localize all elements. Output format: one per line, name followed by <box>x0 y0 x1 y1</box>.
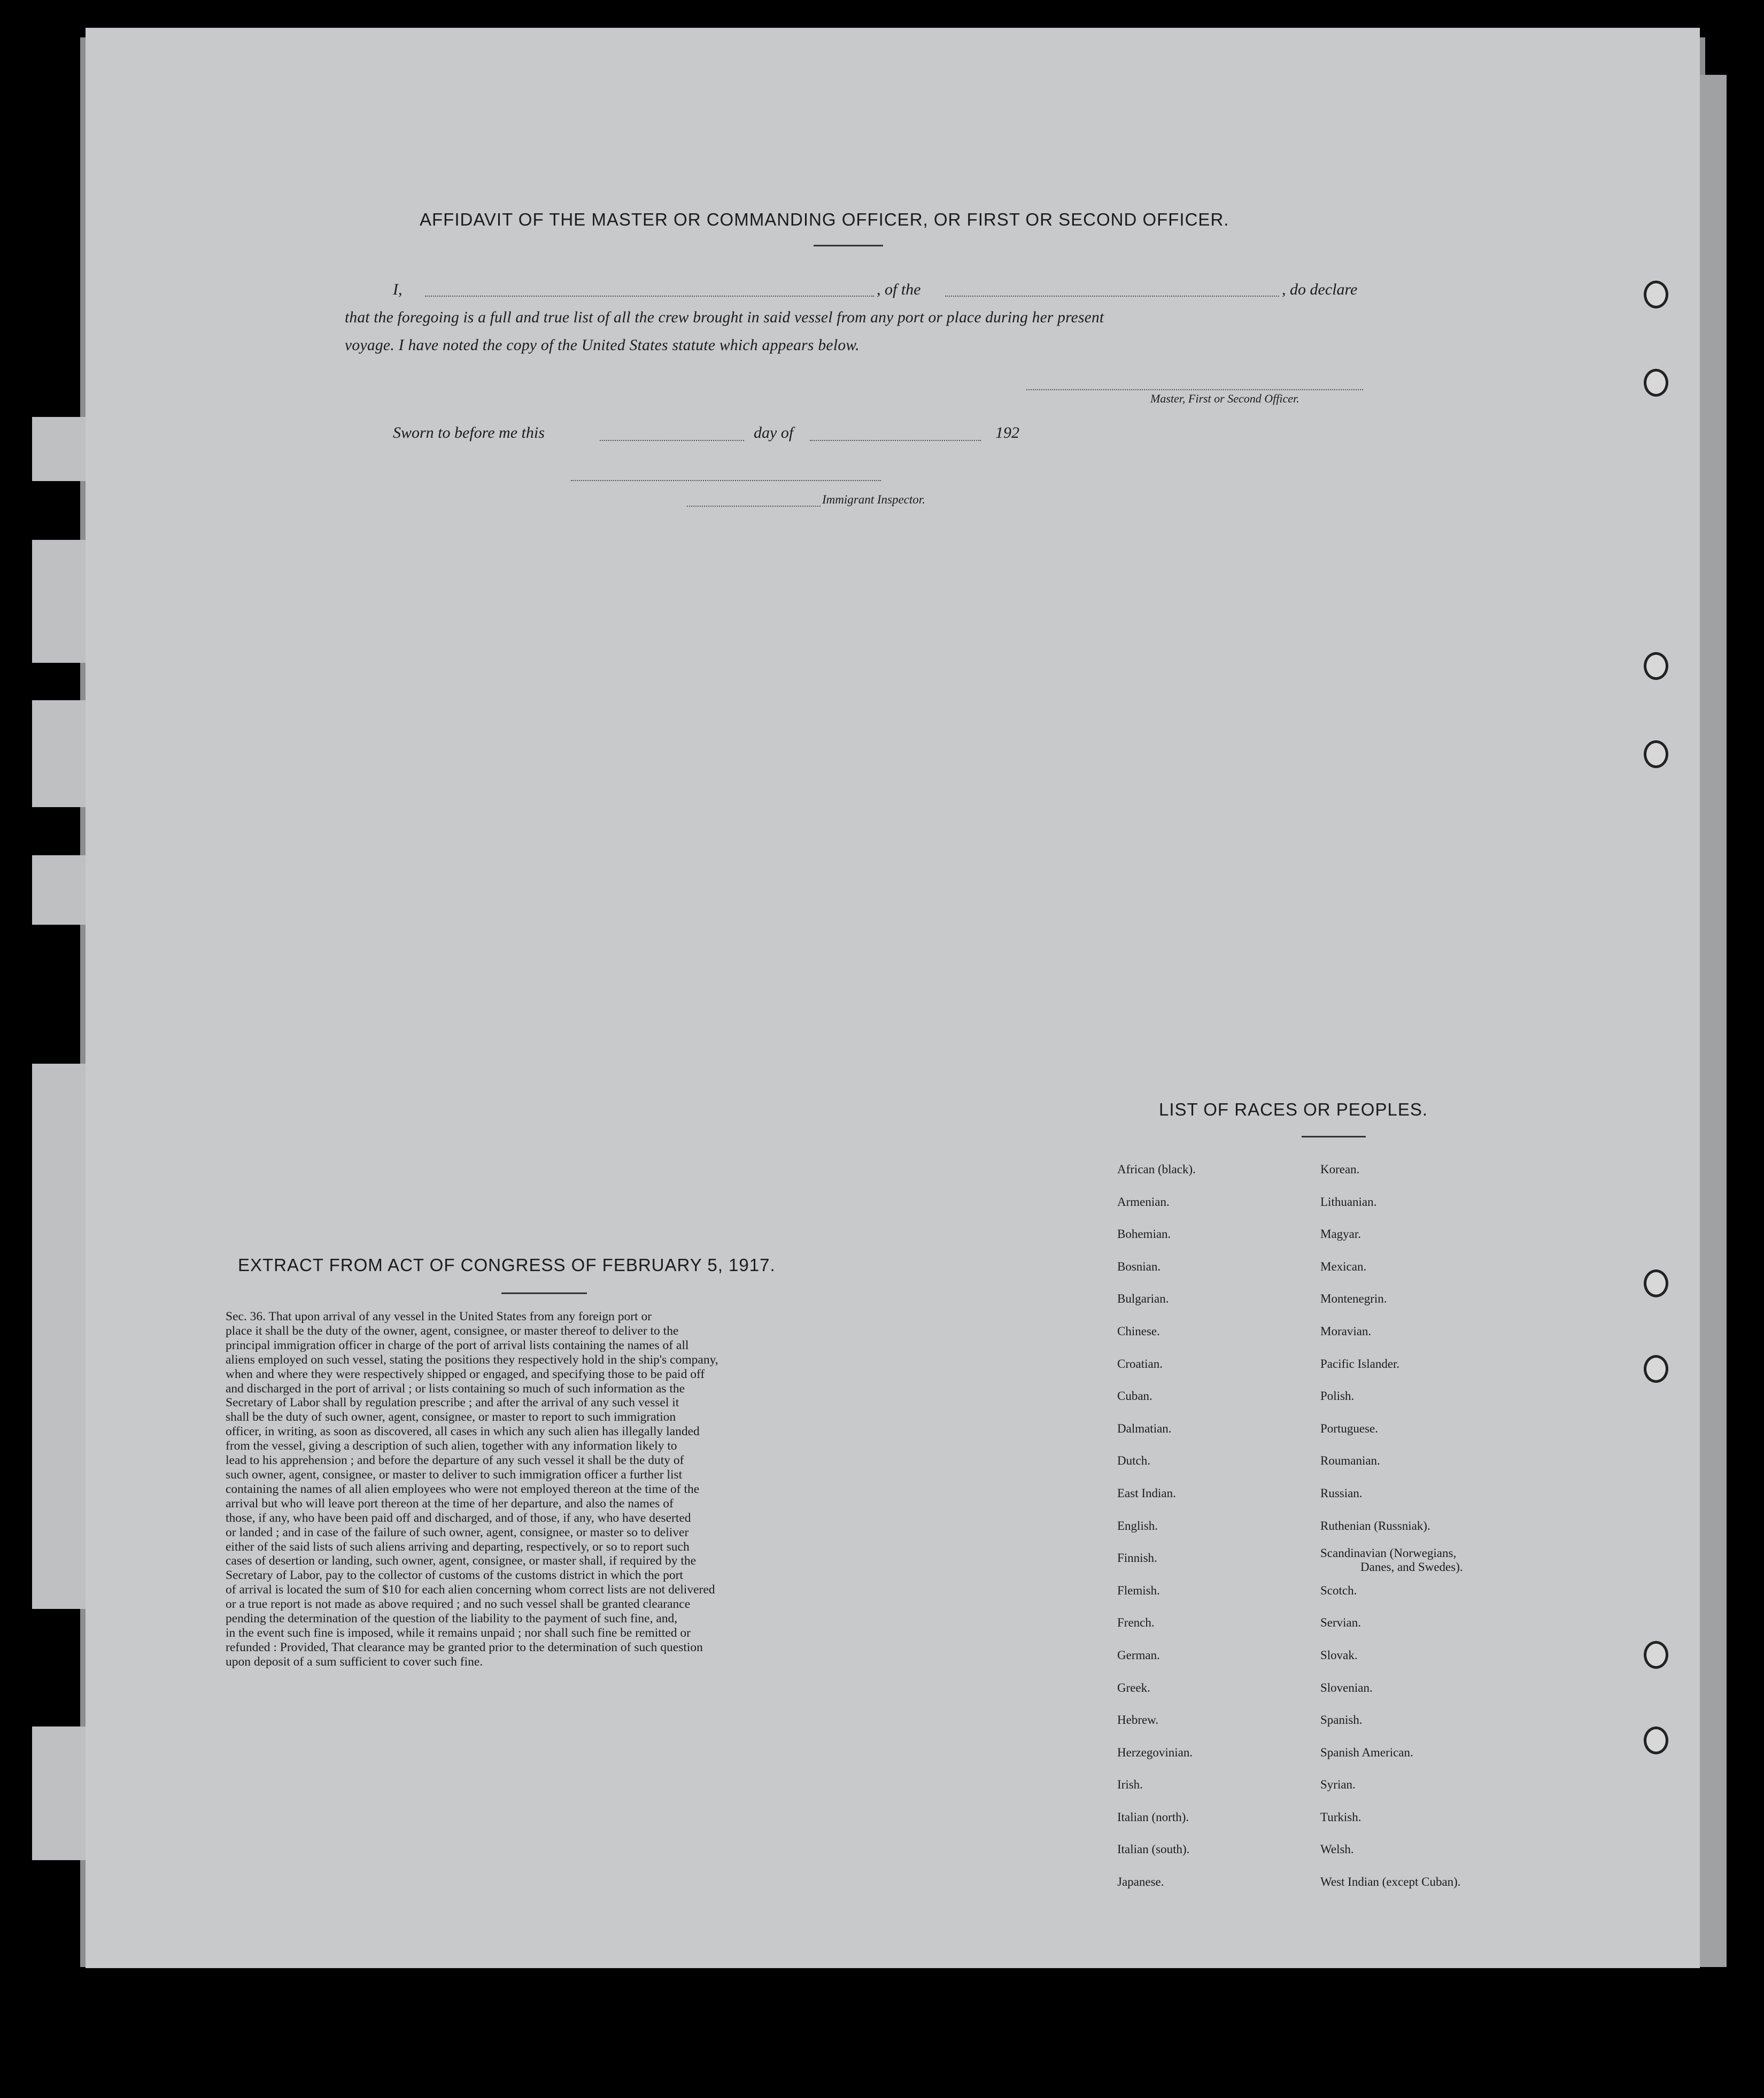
statute-line: either of the said lists of such aliens arriving and departing, respectively, or so to report such <box>226 1539 690 1554</box>
extract-title: EXTRACT FROM ACT OF CONGRESS OF FEBRUARY 5, 1917. <box>238 1255 776 1275</box>
statute-line: principal immigration officer in charge of the port of arrival lists containing the names of all <box>226 1338 689 1352</box>
statute-line: and discharged in the port of arrival ; or lists containing so much of such information as the <box>226 1381 685 1396</box>
statute-line: Sec. 36. That upon arrival of any vessel in the United States from any foreign port or <box>226 1310 652 1323</box>
statute-line: arrival but who will leave port thereon at the time of her departure, and also the names of <box>226 1496 674 1511</box>
affidavit-title: AFFIDAVIT OF THE MASTER OR COMMANDING OFFICER, OR FIRST OR SECOND OFFICER. <box>420 210 1229 229</box>
statute-line: in the event such fine is imposed, while it remains unpaid ; nor shall such fine be remitted or <box>226 1625 691 1640</box>
year-prefix: 192 <box>995 424 1019 442</box>
statute-line: pending the determination of the question of the liability to the payment of such fine, and, <box>226 1612 678 1626</box>
name-blank[interactable] <box>425 296 874 297</box>
race-item: Bulgarian. <box>1117 1292 1169 1306</box>
race-item: Pacific Islander. <box>1320 1357 1400 1371</box>
inspector-line-2 <box>687 506 821 507</box>
race-item: Dalmatian. <box>1117 1421 1172 1435</box>
race-item: Irish. <box>1117 1778 1143 1792</box>
race-item: Japanese. <box>1117 1875 1164 1889</box>
race-item: East Indian. <box>1117 1486 1176 1500</box>
race-item <box>1320 1542 1463 1575</box>
statute-line: from the vessel, giving a description of such alien, together with any information likely to <box>226 1439 677 1453</box>
races-title: LIST OF RACES OR PEOPLES. <box>1159 1100 1428 1119</box>
punch-hole <box>1644 281 1668 308</box>
race-item: Polish. <box>1320 1389 1355 1403</box>
race-item: Greek. <box>1117 1681 1150 1694</box>
vessel-blank[interactable] <box>945 296 1279 297</box>
race-item: Croatian. <box>1117 1357 1163 1371</box>
punch-hole <box>1644 740 1668 768</box>
race-item: Herzegovinian. <box>1117 1745 1193 1759</box>
affidavit-declare: , do declare <box>1282 281 1358 298</box>
sworn-month-blank[interactable] <box>810 440 981 441</box>
race-item: Servian. <box>1320 1616 1361 1630</box>
statute-text <box>226 1310 851 1669</box>
statute-line: those, if any, who have been paid off and discharged, and of those, if any, who have deserted <box>226 1511 691 1525</box>
punch-hole <box>1644 1727 1668 1754</box>
race-item: Italian (south). <box>1117 1842 1190 1856</box>
race-item-scandinavian-cont: Danes, and Swedes). <box>1360 1560 1463 1574</box>
race-item: Korean. <box>1320 1163 1360 1176</box>
race-item: Chinese. <box>1117 1324 1160 1338</box>
race-item: Russian. <box>1320 1486 1363 1500</box>
race-item: Flemish. <box>1117 1583 1160 1597</box>
race-item: Slovak. <box>1320 1648 1358 1662</box>
race-item: Welsh. <box>1320 1842 1354 1856</box>
race-item: Portuguese. <box>1320 1421 1378 1435</box>
binding-stub <box>32 1064 91 1609</box>
race-item: Magyar. <box>1320 1227 1361 1241</box>
punch-hole <box>1644 1641 1668 1669</box>
race-item: Lithuanian. <box>1320 1195 1377 1209</box>
races-right-column <box>1320 1153 1463 1899</box>
race-item: French. <box>1117 1616 1155 1630</box>
statute-line: such owner, agent, consignee, or master to deliver to such immigration officer a further list <box>226 1467 683 1482</box>
binding-stub <box>32 417 91 481</box>
master-signature-line[interactable] <box>1026 389 1363 390</box>
statute-line: when and where they were respectively shipped or engaged, and specifying those to be paid off <box>226 1367 705 1381</box>
punch-hole <box>1644 1355 1668 1383</box>
punch-hole <box>1644 369 1668 397</box>
inspector-signature-line[interactable] <box>571 480 881 481</box>
statute-line: cases of desertion or landing, such owner, agent, consignee, or master shall, if required by the <box>226 1554 697 1568</box>
race-item: West Indian (except Cuban). <box>1320 1875 1461 1889</box>
race-item: Spanish. <box>1320 1713 1363 1727</box>
statute-line: or a true report is not made as above required ; and no such vessel shall be granted clearance <box>226 1597 691 1612</box>
sworn-text: Sworn to before me this <box>393 424 545 442</box>
race-item: Ruthenian (Russniak). <box>1320 1519 1430 1532</box>
binding-stub <box>32 540 91 663</box>
day-of-text: day of <box>754 424 794 442</box>
race-item: Roumanian. <box>1320 1454 1380 1468</box>
extract-underline <box>501 1292 587 1294</box>
statute-line: Secretary of Labor, pay to the collector of customs of the customs district in which the port <box>226 1568 683 1583</box>
race-item: African (black). <box>1117 1163 1196 1176</box>
statute-line: Secretary of Labor shall by regulation prescribe ; and after the arrival of any such vessel it <box>226 1396 679 1410</box>
binding-stub <box>32 700 91 807</box>
race-item: Turkish. <box>1320 1810 1361 1824</box>
punch-hole <box>1644 1269 1668 1297</box>
race-item: Bosnian. <box>1117 1259 1161 1273</box>
sworn-day-blank[interactable] <box>600 440 744 441</box>
race-item: German. <box>1117 1648 1160 1662</box>
affidavit-line2: that the foregoing is a full and true list of all the crew brought in said vessel from any port or place during her present <box>345 309 1104 326</box>
statute-line: shall be the duty of such owner, agent, consignee, or master to report to such immigration <box>226 1410 676 1425</box>
race-item: Mexican. <box>1320 1259 1367 1273</box>
inspector-label: Immigrant Inspector. <box>822 493 925 506</box>
statute-line: containing the names of all alien employees who were not employed thereon at the time of the <box>226 1482 700 1496</box>
race-item: Bohemian. <box>1117 1227 1171 1241</box>
title-underline <box>814 245 883 246</box>
statute-line: place it shall be the duty of the owner, agent, consignee, or master thereof to deliver to the <box>226 1323 679 1338</box>
race-item: Armenian. <box>1117 1195 1170 1209</box>
statute-line: of arrival is located the sum of $10 for each alien concerning whom correct lists are not delivered <box>226 1583 715 1597</box>
race-item: Moravian. <box>1320 1324 1372 1338</box>
race-item: Scotch. <box>1320 1583 1357 1597</box>
binding-stub <box>32 1727 91 1860</box>
races-underline <box>1302 1136 1366 1137</box>
affidavit-i: I, <box>393 281 403 298</box>
race-item: Dutch. <box>1117 1454 1150 1468</box>
race-item-scandinavian: Scandinavian (Norwegians, <box>1320 1546 1457 1560</box>
statute-line: refunded : Provided, That clearance may be granted prior to the determination of such question <box>226 1640 703 1654</box>
race-item: English. <box>1117 1519 1158 1532</box>
statute-line: upon deposit of a sum sufficient to cover such fine. <box>226 1654 483 1669</box>
race-item: Slovenian. <box>1320 1681 1373 1694</box>
affidavit-of-the: , of the <box>877 281 921 298</box>
race-item: Finnish. <box>1117 1551 1157 1565</box>
race-item: Syrian. <box>1320 1778 1356 1792</box>
race-item: Italian (north). <box>1117 1810 1189 1824</box>
punch-hole <box>1644 652 1668 680</box>
master-signature-label: Master, First or Second Officer. <box>1150 392 1299 405</box>
statute-line: aliens employed on such vessel, stating the positions they respectively hold in the ship's company, <box>226 1352 718 1367</box>
race-item: Spanish American. <box>1320 1745 1413 1759</box>
statute-line: lead to his apprehension ; and before the departure of any such vessel it shall be the duty of <box>226 1453 684 1468</box>
race-item: Montenegrin. <box>1320 1292 1387 1306</box>
affidavit-line3: voyage. I have noted the copy of the United States statute which appears below. <box>345 337 860 354</box>
binding-stub <box>32 855 91 925</box>
race-item: Cuban. <box>1117 1389 1152 1403</box>
statute-line: officer, in writing, as soon as discovered, all cases in which any such alien has illegally landed <box>226 1425 700 1439</box>
race-item: Hebrew. <box>1117 1713 1159 1727</box>
statute-line: or landed ; and in case of the failure of such owner, agent, consignee, or master so to deliver <box>226 1525 689 1539</box>
races-left-column <box>1117 1153 1196 1899</box>
